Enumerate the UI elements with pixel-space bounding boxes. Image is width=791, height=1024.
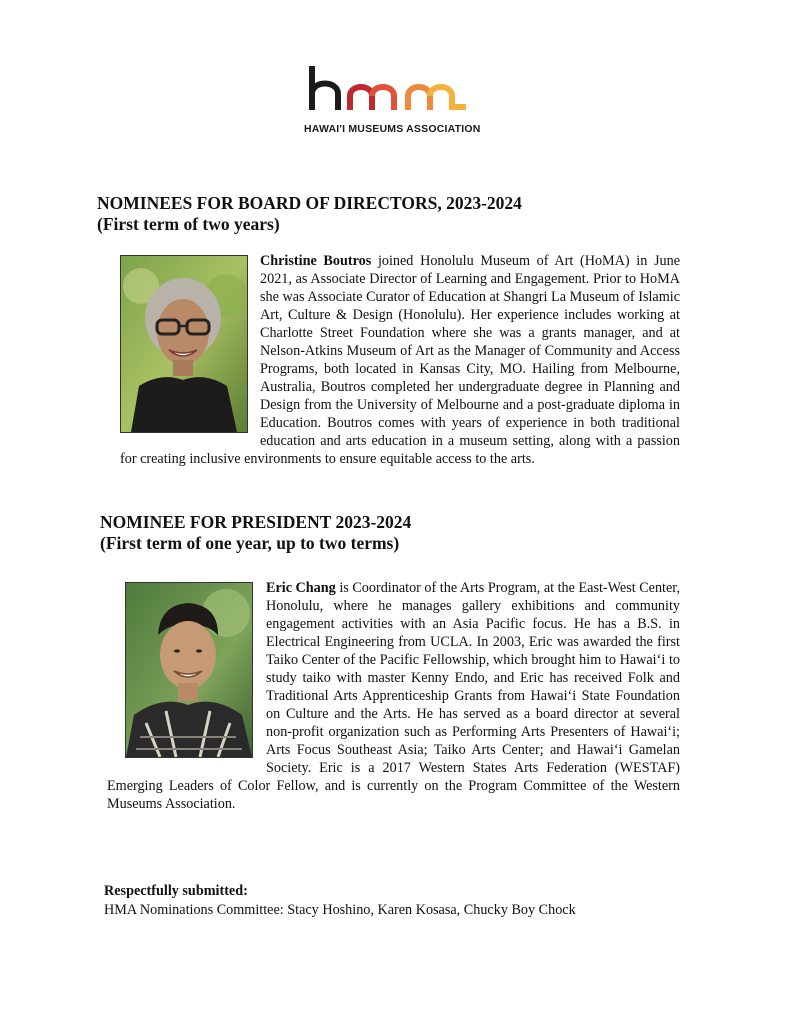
hma-logo-mark [300,60,490,122]
nominee-name: Eric Chang [266,580,336,596]
nominee-christine [120,252,680,468]
nominee-name: Christine Boutros [260,253,372,269]
hma-logo [300,60,490,140]
nominee-eric [107,579,680,813]
president-nominee-heading [100,512,411,554]
section-title: NOMINEES FOR BOARD OF DIRECTORS, 2023-2024 [97,193,522,213]
bio-text: is Coordinator of the Arts Program, at the East-West Center, Honolulu, where he manages gallery exhibitions and community engagement activities with an Asia Pacific focus. He has a B.S. in Electrical Engineering from UCLA. In 2003, Eric was awarded the first Taiko Center of the Pacific Fellowship, which brought him to Hawai‘i to study taiko with master Kenny Endo, and Eric has received Folk and Traditional Arts Apprenticeship Grants from Hawai‘i State Foundation on Culture and the Arts. He has served as a board director at several non-profit organization such as Performing Arts Presenters of Hawai‘i; Arts Focus Southeast Asia; Taiko Arts Center; and Hawai‘i Gamelan Society. Eric is a 2017 Western States Arts Federation (WESTAF) Emerging Leaders of Color Fellow, and is currently on the Program Committee of the Western Museums Association. [107,580,680,812]
signoff-label: Respectfully submitted: [104,883,248,899]
eric-chang-photo [125,582,253,758]
committee-members: HMA Nominations Committee: Stacy Hoshino, Karen Kosasa, Chucky Boy Chock [104,902,576,918]
board-nominees-heading [97,193,522,235]
section-title: NOMINEE FOR PRESIDENT 2023-2024 [100,512,412,532]
section-subtitle: (First term of one year, up to two terms) [100,533,400,553]
signoff [104,882,576,920]
bio-text: joined Honolulu Museum of Art (HoMA) in June 2021, as Associate Director of Learning and Engagement. Prior to HoMA she was Associate Curator of Education at Shangri La Museum of Islamic Art, Culture & Design (Honolulu). Her experience includes working at Charlotte Street Foundation where she was a grants manager, and at Nelson-Atkins Museum of Art as the Manager of Community and Access Programs, both located in Kansas City, MO. Hailing from Melbourne, Australia, Boutros completed her undergraduate degree in Planning and Design from the University of Melbourne and a post-graduate diploma in Education. Boutros comes with years of experience in both traditional education and arts education in a museum setting, along with a passion for creating inclusive environments to ensure equitable access to the arts. [120,253,681,467]
logo-wordmark: HAWAI'I MUSEUMS ASSOCIATION [304,123,481,135]
christine-boutros-photo [120,255,248,433]
section-subtitle: (First term of two years) [97,214,280,234]
